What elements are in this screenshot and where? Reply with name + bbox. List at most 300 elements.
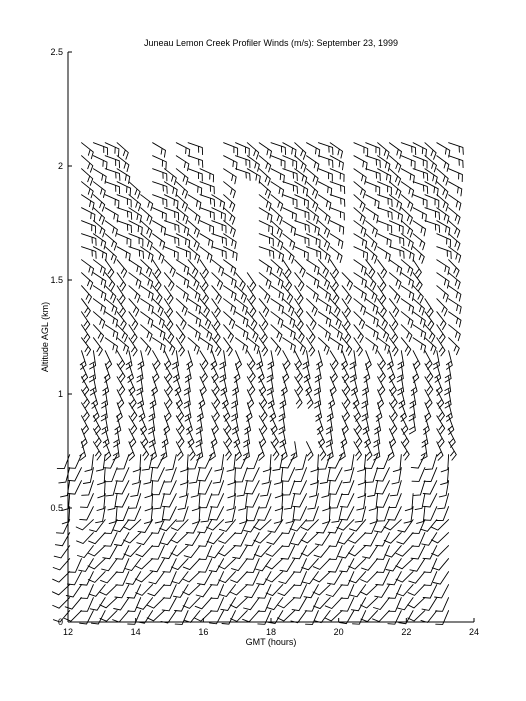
wind-barb — [188, 325, 200, 341]
wind-barb — [437, 169, 448, 185]
wind-barb — [422, 598, 437, 611]
wind-barb — [342, 351, 348, 370]
wind-barb — [176, 286, 188, 302]
wind-barb — [247, 299, 256, 317]
wind-barb — [280, 559, 295, 572]
wind-barb — [401, 273, 413, 288]
wind-barb — [293, 494, 307, 507]
wind-barb — [176, 169, 188, 185]
wind-barb — [449, 312, 461, 327]
wind-barb — [76, 520, 93, 530]
wind-barb — [185, 533, 200, 546]
wind-barb — [116, 507, 129, 521]
wind-barb — [330, 234, 343, 249]
plot-axes — [68, 52, 474, 622]
wind-barb — [153, 247, 164, 263]
wind-barb — [350, 364, 356, 382]
wind-barb — [437, 260, 450, 275]
wind-barb — [259, 143, 271, 158]
wind-barb — [292, 546, 306, 559]
wind-barb — [378, 299, 387, 317]
wind-barb — [401, 247, 414, 262]
wind-barb — [172, 572, 188, 584]
wind-barb — [245, 533, 259, 546]
wind-barb — [163, 507, 177, 520]
wind-barb — [376, 481, 390, 494]
wind-barb — [88, 546, 105, 556]
wind-barb — [176, 156, 189, 171]
wind-barb — [176, 299, 187, 316]
wind-barb — [93, 169, 106, 184]
wind-barb — [53, 572, 70, 583]
wind-barb — [398, 351, 404, 369]
wind-barb — [340, 559, 354, 572]
wind-barb — [166, 455, 176, 471]
wind-barb — [164, 325, 173, 343]
wind-barb — [198, 455, 211, 469]
wind-barb — [68, 481, 82, 495]
wind-barb — [425, 351, 432, 370]
wind-barb — [188, 156, 203, 168]
wind-barb — [268, 351, 274, 369]
wind-barb — [278, 598, 295, 608]
wind-barb — [267, 598, 283, 610]
wind-barb — [200, 195, 215, 207]
wind-barb — [283, 273, 292, 291]
wind-barb — [133, 455, 141, 472]
wind-barb — [409, 416, 415, 434]
wind-barb — [449, 247, 461, 263]
wind-barb — [398, 598, 414, 610]
wind-barb — [378, 156, 390, 171]
wind-barb — [173, 351, 179, 369]
wind-barb — [295, 208, 309, 220]
wind-barb — [124, 520, 141, 530]
wind-barb — [188, 169, 202, 181]
wind-barb — [117, 169, 130, 184]
y-tick-label: 1.5 — [50, 275, 63, 285]
wind-barb — [93, 260, 105, 276]
wind-barb — [271, 195, 283, 211]
wind-barb — [283, 312, 295, 328]
wind-barb — [313, 559, 330, 570]
wind-barb — [341, 598, 354, 612]
wind-barb — [105, 273, 115, 291]
wind-barb — [354, 143, 368, 156]
wind-barb — [82, 273, 93, 290]
wind-barb — [329, 546, 342, 560]
wind-barb — [164, 169, 176, 185]
wind-barb — [103, 546, 117, 559]
wind-barb — [247, 507, 259, 521]
wind-barb — [368, 481, 378, 497]
wind-barb — [341, 585, 354, 599]
wind-barb — [411, 455, 425, 469]
wind-barb — [437, 156, 449, 172]
wind-barb — [389, 195, 401, 211]
wind-barb — [141, 286, 154, 301]
wind-barb — [396, 546, 413, 557]
wind-barb — [200, 247, 212, 263]
wind-barb — [366, 338, 378, 354]
wind-barb — [425, 312, 434, 330]
wind-barb — [401, 195, 413, 211]
wind-barb — [224, 299, 236, 315]
wind-barb — [105, 468, 117, 482]
wind-barb — [219, 533, 236, 544]
wind-barb — [408, 598, 425, 608]
wind-barb — [82, 234, 97, 246]
wind-barb — [254, 520, 271, 530]
wind-barb — [212, 234, 227, 246]
wind-barb — [330, 247, 342, 263]
wind-barb — [389, 143, 401, 159]
wind-barb — [153, 234, 165, 250]
wind-barb — [224, 169, 237, 184]
wind-barb — [283, 169, 298, 181]
wind-barb — [184, 611, 200, 623]
wind-barb — [255, 559, 271, 571]
wind-barb — [212, 260, 224, 276]
wind-barb — [295, 338, 306, 355]
wind-barb — [153, 169, 167, 181]
wind-barb — [93, 312, 104, 328]
wind-barb — [449, 338, 460, 355]
wind-barb — [295, 182, 308, 196]
wind-barb — [82, 325, 90, 343]
wind-barb — [330, 208, 344, 220]
wind-barb — [153, 312, 165, 328]
wind-barb — [141, 273, 153, 289]
wind-barb — [141, 195, 153, 211]
wind-barb — [363, 546, 378, 559]
wind-barb — [389, 260, 401, 275]
wind-barb — [283, 143, 296, 157]
wind-barb — [415, 494, 425, 510]
wind-barb — [247, 338, 259, 354]
wind-barb — [151, 455, 165, 468]
wind-barb — [129, 286, 140, 303]
wind-barb — [271, 234, 283, 250]
wind-barb — [378, 247, 391, 262]
wind-barb — [80, 572, 94, 586]
wind-barb — [141, 312, 153, 328]
wind-barb — [425, 169, 437, 184]
wind-barb — [89, 533, 106, 544]
wind-barb — [116, 559, 129, 573]
wind-barb — [349, 546, 366, 556]
wind-barb — [210, 494, 223, 508]
wind-barb — [200, 234, 213, 249]
wind-barb — [375, 585, 390, 598]
wind-barb — [295, 247, 309, 260]
wind-barb — [411, 546, 425, 559]
wind-barb — [247, 169, 260, 184]
wind-barb — [96, 455, 105, 472]
wind-barb — [210, 572, 223, 586]
wind-barb — [263, 455, 271, 472]
wind-barb — [283, 221, 296, 236]
wind-barb — [327, 572, 342, 585]
wind-barb — [246, 572, 259, 586]
wind-barb — [283, 260, 291, 278]
wind-barb — [295, 169, 307, 185]
wind-barb — [164, 312, 173, 330]
wind-barb — [85, 455, 94, 472]
wind-barb — [424, 559, 437, 573]
wind-barb — [354, 299, 366, 315]
wind-barb — [208, 546, 224, 558]
wind-barb — [224, 442, 232, 460]
wind-barb — [413, 169, 428, 181]
wind-barb — [53, 559, 69, 570]
wind-barb — [82, 143, 94, 159]
wind-barb — [378, 195, 393, 207]
wind-barb — [330, 143, 342, 158]
wind-barb — [211, 585, 224, 599]
wind-barb — [105, 156, 119, 168]
wind-barb — [129, 208, 142, 223]
wind-barb — [115, 481, 129, 494]
wind-barb — [215, 455, 224, 472]
wind-barb — [80, 507, 94, 520]
wind-barb — [246, 559, 259, 573]
wind-barb — [115, 585, 129, 598]
wind-barb — [236, 169, 251, 181]
wind-barb — [318, 338, 329, 355]
y-tick-label: 0.5 — [50, 503, 63, 513]
wind-barb — [163, 494, 177, 507]
wind-barb — [129, 273, 141, 289]
wind-barb — [329, 533, 342, 547]
wind-barb — [413, 312, 425, 328]
wind-barb — [311, 455, 319, 472]
wind-barb — [153, 195, 167, 207]
wind-barb — [195, 598, 212, 609]
wind-barb — [164, 338, 175, 355]
wind-barb — [366, 260, 375, 278]
wind-barb — [224, 312, 235, 329]
wind-barb — [141, 338, 151, 355]
wind-barb — [236, 299, 248, 315]
wind-barb — [350, 585, 366, 597]
wind-barb — [424, 572, 437, 586]
wind-barb — [366, 195, 379, 209]
wind-barb — [441, 455, 448, 472]
wind-barb — [117, 234, 131, 247]
wind-barb — [271, 273, 283, 289]
wind-barb — [141, 247, 153, 262]
wind-barb — [105, 182, 119, 194]
wind-barb — [318, 182, 331, 196]
wind-barb — [366, 169, 381, 181]
wind-barb — [188, 208, 200, 224]
wind-barb — [200, 286, 209, 304]
wind-barb — [413, 221, 426, 236]
wind-barb — [282, 533, 295, 547]
wind-barb — [354, 260, 366, 275]
wind-barb — [296, 455, 307, 470]
wind-barb — [301, 533, 318, 543]
wind-barb — [224, 260, 236, 276]
wind-barb — [188, 338, 199, 354]
wind-barb — [350, 351, 356, 369]
wind-barb — [200, 208, 214, 220]
wind-barb — [271, 299, 284, 314]
wind-barb — [236, 338, 248, 354]
wind-barb — [151, 546, 164, 560]
wind-barb — [183, 572, 200, 582]
wind-barb — [150, 559, 164, 572]
wind-barb — [200, 221, 214, 234]
wind-barb — [54, 546, 69, 558]
wind-barb — [65, 611, 82, 622]
wind-barb — [105, 208, 118, 222]
wind-barb — [199, 546, 212, 560]
wind-barb — [153, 273, 162, 291]
wind-barb — [258, 598, 271, 612]
wind-barb — [325, 598, 342, 609]
wind-barb — [378, 208, 393, 220]
wind-barb — [278, 585, 295, 596]
wind-barb — [212, 195, 225, 210]
wind-barb — [342, 325, 351, 343]
wind-barb — [105, 169, 120, 181]
wind-barb — [307, 442, 314, 461]
wind-barb — [105, 221, 117, 237]
wind-barb — [162, 546, 176, 559]
wind-barb — [128, 598, 141, 612]
wind-barb — [307, 221, 320, 236]
wind-barb — [271, 247, 284, 262]
wind-barb — [78, 546, 94, 558]
wind-barb — [117, 221, 131, 233]
wind-barb — [147, 598, 164, 609]
wind-barb — [68, 468, 82, 481]
wind-barb — [257, 572, 271, 585]
wind-barb — [318, 169, 332, 182]
wind-barb — [117, 156, 129, 172]
wind-barb — [281, 455, 295, 468]
wind-barb — [378, 286, 386, 304]
wind-barb — [284, 494, 294, 510]
wind-barb — [366, 156, 381, 168]
wind-barb — [271, 338, 281, 356]
wind-barb — [408, 585, 425, 596]
wind-barb — [413, 208, 426, 222]
wind-barb — [93, 156, 107, 169]
wind-barb — [424, 507, 437, 521]
wind-barb — [307, 156, 319, 171]
wind-barb — [267, 377, 273, 395]
wind-barb — [198, 572, 212, 585]
wind-barb — [320, 468, 330, 484]
wind-barb — [116, 546, 129, 560]
x-tick-label: 16 — [198, 627, 209, 637]
wind-barb — [318, 208, 330, 224]
wind-barb — [389, 247, 404, 259]
wind-barb — [317, 351, 323, 370]
wind-barb — [227, 455, 236, 472]
wind-barb — [82, 260, 94, 276]
wind-barb — [199, 559, 212, 573]
wind-barb — [152, 533, 165, 547]
wind-barb — [366, 325, 379, 340]
wind-barb — [198, 468, 212, 481]
wind-barb — [376, 546, 389, 560]
wind-barb — [388, 598, 401, 612]
wind-barb — [66, 585, 81, 597]
wind-barb — [315, 533, 330, 546]
wind-barb — [389, 208, 402, 222]
wind-barb — [245, 481, 259, 494]
wind-barb — [307, 260, 320, 275]
wind-barb — [307, 169, 319, 185]
wind-barb — [171, 533, 188, 543]
wind-barb — [224, 234, 237, 249]
wind-barb — [340, 494, 354, 508]
wind-barb — [330, 221, 344, 235]
y-tick-label: 2.5 — [50, 47, 63, 57]
wind-barb — [307, 338, 315, 356]
y-tick-label: 1 — [57, 389, 63, 399]
wind-barb — [295, 221, 310, 233]
wind-barb — [266, 546, 283, 557]
wind-barb — [93, 299, 105, 315]
wind-barb — [281, 546, 295, 560]
wind-barb — [318, 325, 330, 341]
wind-barb — [188, 195, 201, 210]
wind-barb — [210, 507, 224, 520]
wind-barb — [200, 299, 210, 317]
wind-barb — [82, 221, 96, 234]
wind-barb — [354, 442, 362, 460]
wind-barb — [188, 143, 203, 155]
wind-barb — [401, 156, 415, 169]
wind-barb — [246, 468, 260, 482]
wind-barb — [52, 585, 69, 595]
wind-barb — [318, 286, 330, 302]
wind-barb — [413, 182, 428, 194]
wind-barb — [291, 442, 297, 460]
wind-barb — [318, 195, 331, 210]
wind-barb — [220, 585, 236, 597]
wind-barb — [125, 559, 141, 571]
wind-barb — [100, 585, 117, 596]
wind-barb — [330, 494, 342, 509]
wind-barb — [330, 325, 342, 341]
wind-barb — [318, 247, 330, 263]
wind-barb — [266, 559, 283, 569]
wind-barb — [230, 585, 247, 595]
wind-barb — [388, 507, 402, 520]
wind-barb — [212, 325, 220, 343]
x-tick-label: 12 — [62, 627, 74, 637]
wind-barb — [354, 169, 366, 184]
wind-barb — [307, 208, 319, 224]
wind-barb — [237, 481, 247, 497]
wind-barb — [354, 182, 366, 198]
wind-barb — [283, 195, 297, 207]
wind-barb — [82, 195, 95, 210]
wind-barb — [378, 338, 390, 354]
wind-barb — [105, 260, 114, 278]
wind-barb — [105, 195, 119, 208]
wind-barb — [236, 312, 249, 327]
wind-barb — [405, 494, 413, 511]
wind-barb — [220, 351, 226, 369]
wind-barb — [351, 598, 365, 611]
